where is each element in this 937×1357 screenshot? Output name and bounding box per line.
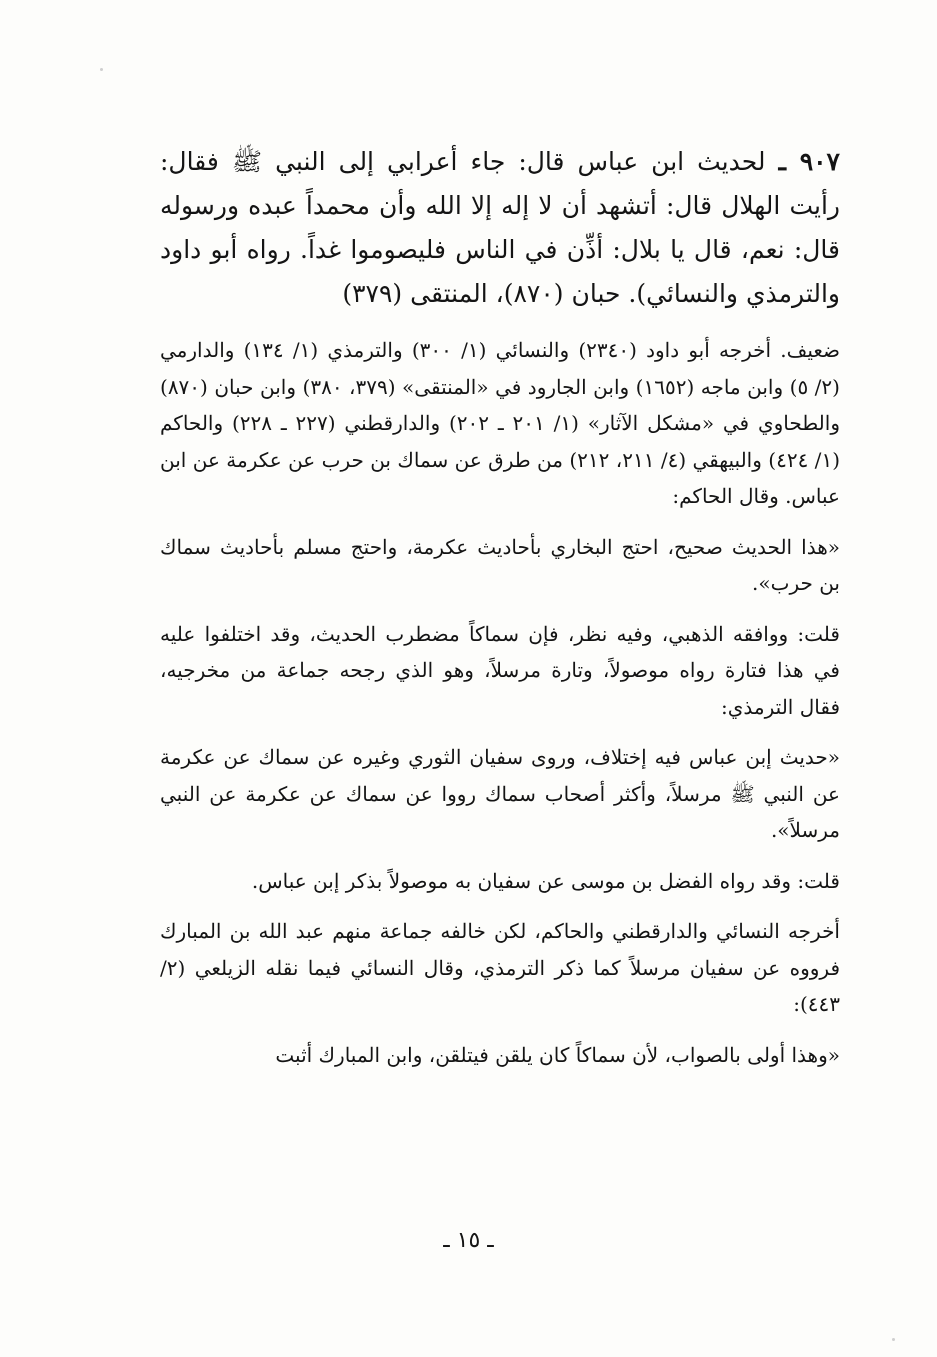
hadith-text: لحديث ابن عباس قال: جاء أعرابي إلى النبي ﷺ فقال: رأيت الهلال قال: أتشهد أن لا إله إلا الله وأن محمداً عبده ورسوله قال: نعم، قال يا بلال: أذِّن في الناس فليصوموا غداً. رواه أبو داود والترمذي والنسائي). حبان (٨٧٠)، المنتقى (٣٧٩) [160,147,840,308]
commentary-paragraph: قلت: وقد رواه الفضل بن موسى عن سفيان به موصولاً بذكر إبن عباس. [251,868,840,893]
hadith-number: ٩٠٧ ـ [778,147,840,176]
hadith-block [160,140,840,316]
hakim-quote: «هذا الحديث صحيح، احتج البخاري بأحاديث عكرمة، واحتج مسلم بأحاديث سماك بن حرب». [160,534,840,595]
scan-speck [100,68,103,71]
commentary-paragraph: قلت: ووافقه الذهبي، وفيه نظر، فإن سماكاً مضطرب الحديث، وقد اختلفوا عليه في هذا فتارة رواه موصولاً، وتارة مرسلاً، وهو الذي رجحه جماعة من مخرجيه، فقال الترمذي: [160,621,840,719]
nasai-quote: «وهذا أولى بالصواب، لأن سماكاً كان يلقن فيتلقن، وابن المبارك أثبت [275,1042,840,1067]
book-page-text [160,140,840,1087]
commentary-paragraph: أخرجه النسائي والدارقطني والحاكم، لكن خالفه جماعة منهم عبد الله بن المبارك فرووه عن سفيان مرسلاً كما ذكر الترمذي، وقال النسائي فيما نقله الزيلعي (٢/ ٤٤٣): [160,919,840,1016]
page-number: ـ ١٥ ـ [443,1228,494,1253]
takhrij-paragraph: ضعيف. أخرجه أبو داود (٢٣٤٠) والنسائي (١/ ٣٠٠) والترمذي (١/ ١٣٤) والدارمي (٢/ ٥) وابن ماجه (١٦٥٢) وابن الجارود في «المنتقى» (٣٧٩، ٣٨٠) وابن حبان (٨٧٠) والطحاوي في «مشكل الآثار» (١/ ٢٠١ ـ ٢٠٢) والدارقطني (٢٢٧ ـ ٢٢٨) والحاكم (١/ ٤٢٤) والبيهقي (٤/ ٢١١، ٢١٢) من طرق عن سماك بن حرب عن عكرمة عن ابن عباس. وقال الحاكم: [160,338,840,508]
scan-speck [892,1338,895,1341]
tirmidhi-quote: «حديث إبن عباس فيه إختلاف، وروى سفيان الثوري وغيره عن سماك عن عكرمة عن النبي ﷺ مرسلاً، وأكثر أصحاب سماك رووا عن سماك عن عكرمة عن النبي مرسلاً». [160,745,840,842]
